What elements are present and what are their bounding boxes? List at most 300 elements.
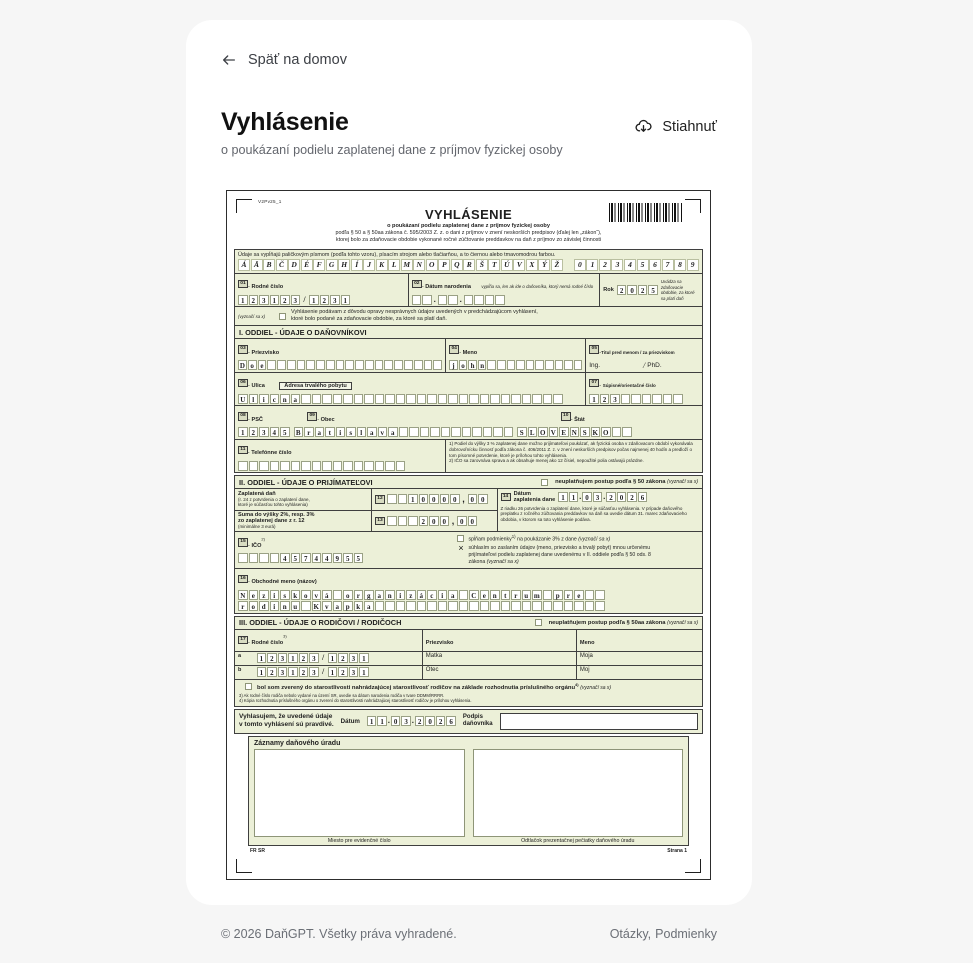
char-box[interactable]: 1 xyxy=(309,295,319,305)
char-box[interactable] xyxy=(375,601,385,611)
char-box[interactable]: a xyxy=(315,427,325,437)
char-box[interactable] xyxy=(459,394,469,404)
char-box[interactable] xyxy=(448,394,458,404)
char-box[interactable]: O xyxy=(601,427,611,437)
char-box[interactable]: 5 xyxy=(280,427,290,437)
char-box[interactable] xyxy=(543,590,553,600)
char-box[interactable] xyxy=(385,461,395,471)
char-box[interactable] xyxy=(333,590,343,600)
char-box[interactable]: 3 xyxy=(278,653,288,663)
char-box[interactable] xyxy=(354,461,364,471)
field-14-month-boxes[interactable] xyxy=(582,492,602,502)
char-box[interactable] xyxy=(438,601,448,611)
char-box[interactable] xyxy=(516,360,525,370)
char-box[interactable] xyxy=(365,360,374,370)
char-box[interactable]: 0 xyxy=(429,494,439,504)
char-box[interactable]: 2 xyxy=(600,394,610,404)
field-13-whole-boxes[interactable] xyxy=(387,516,449,526)
char-box[interactable]: 6 xyxy=(446,716,456,726)
field-12-whole-boxes[interactable] xyxy=(387,494,460,504)
char-box[interactable] xyxy=(343,394,353,404)
char-box[interactable] xyxy=(384,360,393,370)
char-box[interactable]: 1 xyxy=(589,394,599,404)
char-box[interactable] xyxy=(595,590,605,600)
char-box[interactable]: n xyxy=(280,394,290,404)
char-box[interactable]: 3 xyxy=(330,295,340,305)
char-box[interactable]: l xyxy=(357,427,367,437)
char-box[interactable]: i xyxy=(259,394,269,404)
download-button[interactable] xyxy=(634,108,717,136)
char-box[interactable]: 1 xyxy=(238,427,248,437)
char-box[interactable]: a xyxy=(448,590,458,600)
char-box[interactable]: 2 xyxy=(267,667,277,677)
char-box[interactable]: S xyxy=(580,427,590,437)
char-box[interactable]: e xyxy=(249,590,259,600)
char-box[interactable]: 1 xyxy=(257,667,267,677)
char-box[interactable] xyxy=(249,553,259,563)
char-box[interactable] xyxy=(427,601,437,611)
field-12-cents-boxes[interactable] xyxy=(468,494,488,504)
char-box[interactable] xyxy=(545,360,554,370)
char-box[interactable] xyxy=(238,461,248,471)
char-box[interactable] xyxy=(326,360,335,370)
char-box[interactable] xyxy=(287,360,296,370)
char-box[interactable] xyxy=(387,516,397,526)
char-box[interactable]: D xyxy=(239,362,245,371)
char-box[interactable] xyxy=(322,394,332,404)
footer-link-questions[interactable]: Otázky, xyxy=(609,927,652,941)
char-box[interactable]: a xyxy=(367,427,377,437)
char-box[interactable] xyxy=(406,394,416,404)
char-box[interactable] xyxy=(385,601,395,611)
char-box[interactable] xyxy=(417,394,427,404)
char-box[interactable]: 2 xyxy=(249,295,259,305)
char-box[interactable]: i xyxy=(270,601,280,611)
char-box[interactable]: 3 xyxy=(291,295,301,305)
char-box[interactable] xyxy=(396,601,406,611)
char-box[interactable] xyxy=(385,394,395,404)
char-box[interactable] xyxy=(464,295,474,305)
char-box[interactable]: 1 xyxy=(270,295,280,305)
char-box[interactable]: 1 xyxy=(288,667,298,677)
char-box[interactable]: p xyxy=(553,590,563,600)
char-box[interactable]: l xyxy=(249,394,259,404)
char-box[interactable]: 1 xyxy=(238,295,248,305)
field-07-boxes[interactable] xyxy=(589,394,699,404)
char-box[interactable]: n xyxy=(490,590,500,600)
char-box[interactable] xyxy=(522,601,532,611)
field-14-datum-zaplatenia[interactable]: 14 Dátum zaplatenia dane 1 1 . 0 3 . 2 0 2 6 Z riadku 26 potvrdenia o zaplatení dane, ktoré je súčasťou vyhlásenia. V prípade daňového preplatku z ročného zúčtovania preddavkov na daň sa uvedie dátum 31. marec zdaňovacieho obdobia, v ktorom sa toto vyhlásenie podáva. xyxy=(497,489,702,531)
char-box[interactable]: r xyxy=(238,601,248,611)
char-box[interactable] xyxy=(585,590,595,600)
char-box[interactable]: k xyxy=(291,590,301,600)
char-box[interactable] xyxy=(472,427,482,437)
char-box[interactable]: 5 xyxy=(343,553,353,563)
char-box[interactable]: c xyxy=(427,590,437,600)
char-box[interactable] xyxy=(532,601,542,611)
char-box[interactable] xyxy=(355,360,364,370)
char-box[interactable] xyxy=(424,360,433,370)
char-box[interactable] xyxy=(511,394,521,404)
declaration-date[interactable]: 1 1 . 0 3 . 2 0 2 6 xyxy=(367,716,456,726)
char-box[interactable] xyxy=(663,394,673,404)
char-box[interactable]: 0 xyxy=(450,494,460,504)
char-box[interactable]: n xyxy=(478,360,487,370)
char-box[interactable] xyxy=(480,394,490,404)
char-box[interactable] xyxy=(574,601,584,611)
char-box[interactable] xyxy=(441,427,451,437)
field-15-ico[interactable]: 15- IČO$^{2)}$ 4 5 7 4 4 9 5 5 xyxy=(235,532,454,567)
char-box[interactable]: 2 xyxy=(627,492,637,502)
char-box[interactable]: j xyxy=(449,360,458,370)
field-16-line-2-boxes[interactable] xyxy=(238,601,699,611)
field-07-supisne-cislo[interactable]: 07- Súpisné/orientačné číslo 1 2 3 xyxy=(585,373,702,406)
char-box[interactable]: r xyxy=(304,427,314,437)
declaration-day-boxes[interactable] xyxy=(367,716,387,726)
char-box[interactable]: u xyxy=(522,590,532,600)
char-box[interactable]: 1 xyxy=(341,295,351,305)
char-box[interactable]: E xyxy=(559,427,569,437)
char-box[interactable] xyxy=(336,360,345,370)
parent-name[interactable]: Moj xyxy=(576,666,702,679)
char-box[interactable] xyxy=(259,461,269,471)
char-box[interactable]: 0 xyxy=(478,494,488,504)
char-box[interactable]: 7 xyxy=(301,553,311,563)
char-box[interactable] xyxy=(343,461,353,471)
field-03-boxes[interactable] xyxy=(238,360,442,370)
char-box[interactable]: V xyxy=(549,427,559,437)
char-box[interactable]: 1 xyxy=(377,716,387,726)
char-box[interactable]: 4 xyxy=(270,427,280,437)
char-box[interactable] xyxy=(673,394,683,404)
field-13-suma[interactable]: 13 2 0 0 , 0 0 xyxy=(371,511,497,532)
char-box[interactable] xyxy=(270,553,280,563)
char-box[interactable]: z xyxy=(406,590,416,600)
char-box[interactable]: v xyxy=(312,590,322,600)
char-box[interactable]: o xyxy=(301,590,311,600)
char-box[interactable]: á xyxy=(322,590,332,600)
char-box[interactable]: 2 xyxy=(267,653,277,663)
char-box[interactable]: 2 xyxy=(617,285,627,295)
char-box[interactable]: r xyxy=(354,590,364,600)
char-box[interactable]: 3 xyxy=(259,427,269,437)
char-box[interactable]: a xyxy=(291,394,301,404)
char-box[interactable]: 5 xyxy=(354,553,364,563)
char-box[interactable] xyxy=(507,360,516,370)
char-box[interactable]: a xyxy=(375,590,385,600)
field-12-zaplatena-dan[interactable]: 12 1 0 0 0 0 , 0 0 xyxy=(371,489,497,510)
char-box[interactable]: 0 xyxy=(468,516,478,526)
char-box[interactable]: 0 xyxy=(468,494,478,504)
char-box[interactable] xyxy=(553,601,563,611)
char-box[interactable] xyxy=(564,360,573,370)
char-box[interactable] xyxy=(433,360,442,370)
char-box[interactable] xyxy=(333,394,343,404)
char-box[interactable]: o xyxy=(459,360,468,370)
char-box[interactable]: v xyxy=(322,601,332,611)
char-box[interactable] xyxy=(306,360,315,370)
char-box[interactable]: c xyxy=(270,394,280,404)
char-box[interactable]: u xyxy=(291,601,301,611)
char-box[interactable]: o xyxy=(249,601,259,611)
char-box[interactable]: 4 xyxy=(312,553,322,563)
char-box[interactable]: k xyxy=(354,601,364,611)
char-box[interactable]: d xyxy=(259,601,269,611)
field-01-rodne-cislo[interactable]: 01- Rodné číslo 1 2 3 1 2 3 / 1 2 3 1 xyxy=(235,274,408,307)
char-box[interactable] xyxy=(322,461,332,471)
char-box[interactable] xyxy=(316,360,325,370)
char-box[interactable]: v xyxy=(378,427,388,437)
char-box[interactable] xyxy=(301,461,311,471)
char-box[interactable]: 1 xyxy=(569,492,579,502)
char-box[interactable]: 0 xyxy=(440,494,450,504)
char-box[interactable] xyxy=(399,427,409,437)
char-box[interactable]: 1 xyxy=(257,653,267,663)
char-box[interactable] xyxy=(526,360,535,370)
char-box[interactable]: t xyxy=(501,590,511,600)
char-box[interactable]: 3 xyxy=(401,716,411,726)
char-box[interactable] xyxy=(409,427,419,437)
char-box[interactable]: 2 xyxy=(338,667,348,677)
char-box[interactable]: 2 xyxy=(606,492,616,502)
char-box[interactable]: U xyxy=(238,394,248,404)
char-box[interactable] xyxy=(333,461,343,471)
char-box[interactable] xyxy=(398,494,408,504)
char-box[interactable] xyxy=(480,601,490,611)
char-box[interactable] xyxy=(574,360,583,370)
char-box[interactable]: h xyxy=(468,360,477,370)
char-box[interactable] xyxy=(543,394,553,404)
field-04-meno[interactable]: 04- Meno j o h n xyxy=(445,339,585,372)
char-box[interactable] xyxy=(553,394,563,404)
char-box[interactable]: 0 xyxy=(440,516,450,526)
field-08-boxes[interactable] xyxy=(238,427,290,437)
char-box[interactable] xyxy=(543,601,553,611)
char-box[interactable]: 2 xyxy=(415,716,425,726)
field-11-boxes[interactable] xyxy=(238,461,442,471)
field-16-line-1-boxes[interactable] xyxy=(238,590,699,600)
char-box[interactable]: a xyxy=(333,601,343,611)
char-box[interactable] xyxy=(301,601,311,611)
char-box[interactable] xyxy=(501,601,511,611)
char-box[interactable]: C xyxy=(469,590,479,600)
field-10-boxes[interactable] xyxy=(517,427,632,437)
char-box[interactable] xyxy=(238,553,248,563)
char-box[interactable] xyxy=(490,601,500,611)
char-box[interactable] xyxy=(430,427,440,437)
field-04-boxes[interactable] xyxy=(449,360,582,370)
char-box[interactable] xyxy=(417,601,427,611)
char-box[interactable]: 3 xyxy=(349,667,359,677)
char-box[interactable]: 0 xyxy=(627,285,637,295)
char-box[interactable] xyxy=(375,461,385,471)
char-box[interactable]: 2 xyxy=(280,295,290,305)
char-box[interactable] xyxy=(414,360,423,370)
char-box[interactable]: 9 xyxy=(333,553,343,563)
char-box[interactable] xyxy=(522,394,532,404)
parent-name[interactable]: Moja xyxy=(576,652,702,665)
char-box[interactable]: á xyxy=(417,590,427,600)
char-box[interactable]: e xyxy=(480,590,490,600)
char-box[interactable] xyxy=(270,461,280,471)
char-box[interactable]: 2 xyxy=(436,716,446,726)
field-year[interactable] xyxy=(599,274,702,307)
char-box[interactable]: 3 xyxy=(259,295,269,305)
char-box[interactable] xyxy=(459,601,469,611)
char-box[interactable]: e xyxy=(574,590,584,600)
char-box[interactable]: n xyxy=(385,590,395,600)
char-box[interactable] xyxy=(267,360,276,370)
custody-checkbox[interactable] xyxy=(245,683,252,690)
field-03-priezvisko[interactable]: 03- Priezvisko D o e xyxy=(235,339,445,372)
char-box[interactable]: s xyxy=(280,590,290,600)
char-box[interactable]: 4 xyxy=(322,553,332,563)
char-box[interactable] xyxy=(277,360,286,370)
char-box[interactable]: a xyxy=(364,601,374,611)
char-box[interactable] xyxy=(497,360,506,370)
char-box[interactable] xyxy=(375,394,385,404)
char-box[interactable]: 0 xyxy=(391,716,401,726)
footer-link-terms[interactable]: Podmienky xyxy=(655,927,717,941)
char-box[interactable] xyxy=(612,427,622,437)
char-box[interactable] xyxy=(291,461,301,471)
char-box[interactable]: o xyxy=(248,360,257,370)
char-box[interactable] xyxy=(420,427,430,437)
char-box[interactable] xyxy=(408,516,418,526)
field-16-obchodne-meno[interactable]: 16- Obchodné meno (názov) N e z i s k o v á o r g a n i z á c i a C e n t r u m p r e r o d i n u K v a p k a xyxy=(235,569,702,613)
char-box[interactable] xyxy=(259,553,269,563)
char-box[interactable]: 1 xyxy=(558,492,568,502)
char-box[interactable]: 2 xyxy=(638,285,648,295)
char-box[interactable] xyxy=(631,394,641,404)
char-box[interactable] xyxy=(438,295,448,305)
field-15-boxes[interactable] xyxy=(238,553,451,563)
char-box[interactable]: 0 xyxy=(457,516,467,526)
char-box[interactable]: s xyxy=(346,427,356,437)
char-box[interactable] xyxy=(485,295,495,305)
char-box[interactable]: S xyxy=(517,427,527,437)
char-box[interactable] xyxy=(622,427,632,437)
parent-rodne-cislo[interactable] xyxy=(254,666,422,679)
char-box[interactable]: 2 xyxy=(419,516,429,526)
char-box[interactable] xyxy=(621,394,631,404)
char-box[interactable]: o xyxy=(343,590,353,600)
char-box[interactable] xyxy=(364,461,374,471)
char-box[interactable]: 2 xyxy=(320,295,330,305)
char-box[interactable] xyxy=(345,360,354,370)
char-box[interactable] xyxy=(448,295,458,305)
char-box[interactable]: 1 xyxy=(328,653,338,663)
declaration-year-boxes[interactable] xyxy=(415,716,456,726)
char-box[interactable]: 3 xyxy=(309,667,319,677)
char-box[interactable]: K xyxy=(312,601,322,611)
char-box[interactable]: i xyxy=(396,590,406,600)
char-box[interactable] xyxy=(412,295,422,305)
char-box[interactable] xyxy=(595,601,605,611)
char-box[interactable] xyxy=(532,394,542,404)
char-box[interactable]: 0 xyxy=(617,492,627,502)
char-box[interactable] xyxy=(301,394,311,404)
char-box[interactable] xyxy=(398,516,408,526)
char-box[interactable]: 1 xyxy=(367,716,377,726)
field-06-boxes[interactable] xyxy=(238,394,582,404)
char-box[interactable] xyxy=(490,394,500,404)
char-box[interactable] xyxy=(501,394,511,404)
char-box[interactable] xyxy=(511,601,521,611)
char-box[interactable]: i xyxy=(336,427,346,437)
field-14-year-boxes[interactable] xyxy=(606,492,647,502)
char-box[interactable]: 3 xyxy=(593,492,603,502)
char-box[interactable] xyxy=(487,360,496,370)
correction-checkbox[interactable] xyxy=(279,313,286,320)
char-box[interactable] xyxy=(404,360,413,370)
char-box[interactable] xyxy=(474,295,484,305)
parent-surname[interactable]: Matka xyxy=(422,652,576,665)
char-box[interactable] xyxy=(504,427,514,437)
back-to-home-link[interactable] xyxy=(221,52,347,68)
field-14-day-boxes[interactable] xyxy=(558,492,578,502)
char-box[interactable]: K xyxy=(591,427,601,437)
char-box[interactable] xyxy=(564,601,574,611)
char-box[interactable]: 1 xyxy=(288,653,298,663)
consent-data-sharing-checkbox[interactable] xyxy=(457,546,464,553)
field-11-telefon[interactable]: 11- Telefónne číslo xyxy=(235,440,445,473)
parent-rodne-cislo[interactable] xyxy=(254,652,422,665)
char-box[interactable]: 1 xyxy=(359,653,369,663)
char-box[interactable]: i xyxy=(438,590,448,600)
section-3-optout-checkbox[interactable] xyxy=(535,619,542,626)
field-06-ulica[interactable]: 06- Ulica Adresa trvalého pobytu U l i c n a xyxy=(235,373,585,406)
char-box[interactable] xyxy=(394,360,403,370)
char-box[interactable]: 2 xyxy=(338,653,348,663)
char-box[interactable] xyxy=(462,427,472,437)
section-2-optout-checkbox[interactable] xyxy=(541,479,548,486)
char-box[interactable] xyxy=(396,394,406,404)
char-box[interactable]: e xyxy=(258,360,267,370)
char-box[interactable] xyxy=(427,394,437,404)
char-box[interactable] xyxy=(422,295,432,305)
char-box[interactable] xyxy=(354,394,364,404)
char-box[interactable]: 2 xyxy=(299,653,309,663)
char-box[interactable]: a xyxy=(388,427,398,437)
char-box[interactable] xyxy=(459,590,469,600)
char-box[interactable]: i xyxy=(270,590,280,600)
char-box[interactable]: 5 xyxy=(648,285,658,295)
char-box[interactable]: 0 xyxy=(425,716,435,726)
char-box[interactable] xyxy=(555,360,564,370)
char-box[interactable]: 1 xyxy=(328,667,338,677)
char-box[interactable]: 2 xyxy=(249,427,259,437)
char-box[interactable]: N xyxy=(570,427,580,437)
char-box[interactable] xyxy=(406,601,416,611)
char-box[interactable]: 3 xyxy=(278,667,288,677)
char-box[interactable] xyxy=(483,427,493,437)
char-box[interactable]: 3 xyxy=(349,653,359,663)
char-box[interactable]: 0 xyxy=(429,516,439,526)
char-box[interactable] xyxy=(451,427,461,437)
char-box[interactable]: 5 xyxy=(291,553,301,563)
char-box[interactable]: t xyxy=(325,427,335,437)
char-box[interactable] xyxy=(493,427,503,437)
char-box[interactable]: p xyxy=(343,601,353,611)
char-box[interactable] xyxy=(495,295,505,305)
char-box[interactable] xyxy=(652,394,662,404)
signature-field[interactable] xyxy=(500,713,698,730)
char-box[interactable]: 1 xyxy=(359,667,369,677)
char-box[interactable]: 2 xyxy=(299,667,309,677)
char-box[interactable]: N xyxy=(238,590,248,600)
char-box[interactable]: z xyxy=(259,590,269,600)
